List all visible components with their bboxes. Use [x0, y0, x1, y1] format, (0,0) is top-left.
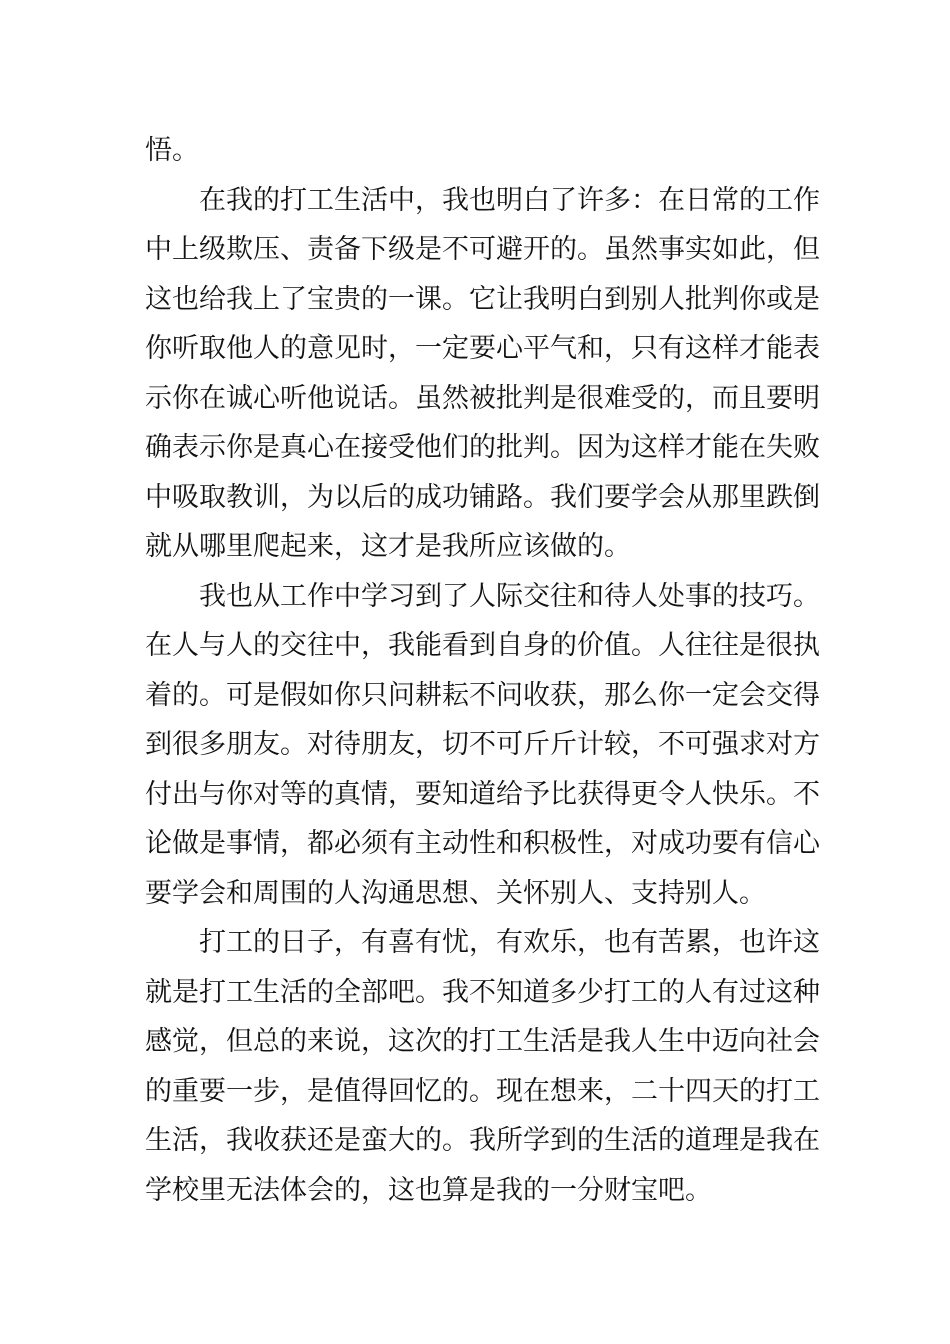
text-line: 悟。 — [145, 135, 199, 166]
text-line: 打工的日子，有喜有忧，有欢乐，也有苦累，也许这 — [199, 927, 820, 958]
text-line: 在我的打工生活中，我也明白了许多：在日常的工作 — [199, 184, 820, 216]
text-line: 示你在诚心听他说话。虽然被批判是很难受的，而且要明 — [145, 382, 820, 414]
text-line: 你听取他人的意见时，一定要心平气和，只有这样才能表 — [145, 333, 820, 364]
text-line: 到很多朋友。对待朋友，切不可斤斤计较，不可强求对方 — [145, 729, 820, 760]
text-line: 生活，我收获还是蛮大的。我所学到的生活的道理是我在 — [145, 1125, 820, 1156]
text-line: 的重要一步，是值得回忆的。现在想来，二十四天的打工 — [145, 1075, 820, 1107]
text-line: 就从哪里爬起来，这才是我所应该做的。 — [145, 531, 631, 562]
text-line: 就是打工生活的全部吧。我不知道多少打工的人有过这种 — [145, 976, 820, 1008]
text-line: 确表示你是真心在接受他们的批判。因为这样才能在失败 — [145, 432, 820, 463]
text-line: 中吸取教训，为以后的成功铺路。我们要学会从那里跌倒 — [145, 481, 820, 513]
text-line: 在人与人的交往中，我能看到自身的价值。人往往是很执 — [145, 630, 820, 661]
body-text — [145, 126, 820, 1215]
text-line: 学校里无法体会的，这也算是我的一分财宝吧。 — [145, 1174, 712, 1206]
text-line: 论做是事情，都必须有主动性和积极性，对成功要有信心 — [145, 828, 820, 859]
text-line: 这也给我上了宝贵的一课。它让我明白到别人批判你或是 — [145, 283, 820, 315]
text-line: 中上级欺压、责备下级是不可避开的。虽然事实如此，但 — [145, 234, 820, 265]
text-line: 我也从工作中学习到了人际交往和待人处事的技巧。 — [199, 580, 820, 612]
text-line: 付出与你对等的真情，要知道给予比获得更令人快乐。不 — [145, 778, 820, 810]
text-line: 感觉，但总的来说，这次的打工生活是我人生中迈向社会 — [145, 1026, 820, 1057]
text-line: 要学会和周围的人沟通思想、关怀别人、支持别人。 — [145, 877, 766, 909]
text-line: 着的。可是假如你只问耕耘不问收获，那么你一定会交得 — [145, 679, 820, 711]
